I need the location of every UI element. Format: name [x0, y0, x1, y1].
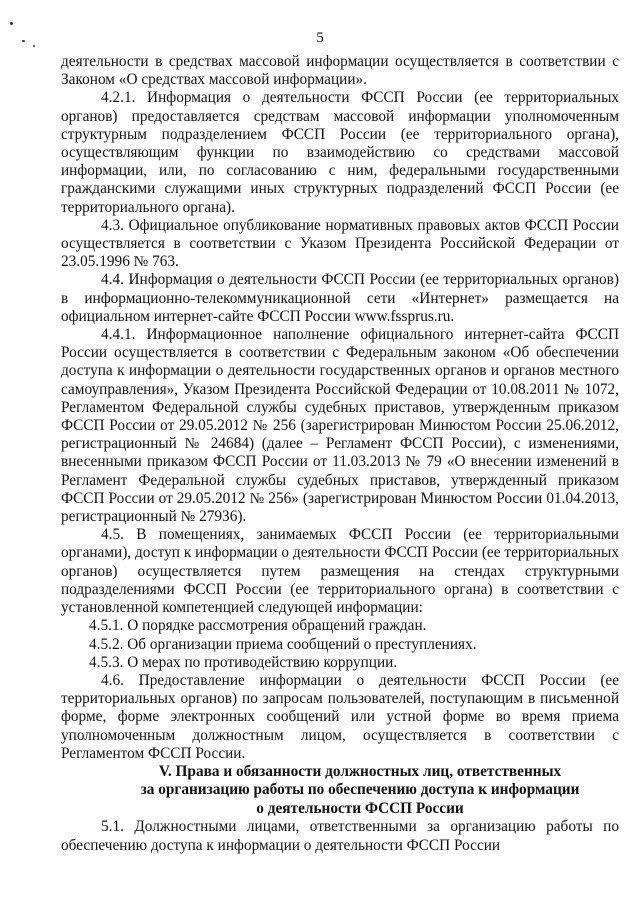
section-title-line: V. Права и обязанности должностных лиц, ответственных [158, 762, 562, 780]
paragraph-5-1: 5.1. Должностными лицами, ответственными за организацию работы по обеспечению доступа к информации о деятельности ФССП России [61, 818, 619, 854]
scan-speck [10, 22, 13, 25]
paragraph-4-3: 4.3. Официальное опубликование нормативных правовых актов ФССП России осуществляется в соответствии с Указом Президента Российской Федерации от 23.05.1996 № 763. [61, 216, 619, 271]
paragraph-4-2-1: 4.2.1. Информация о деятельности ФССП России (ее территориальных органов) предоставляется средствам массовой информации уполномоченным структурным подразделением ФССП России (ее территориального органа), осуществляющим функции по взаимодействию со средствами массовой информации, или, по согласованию с ним, федеральными государственными гражданскими служащими иных структурных подразделений ФССП России (ее территориального органа). [61, 89, 619, 216]
paragraph-4-5-3: 4.5.3. О мерах по противодействию коррупции. [89, 653, 398, 671]
paragraph-continuation: деятельности в средствах массовой информации осуществляется в соответствии с Законом «О средствах массовой информации». [61, 53, 619, 89]
paragraph-4-6: 4.6. Предоставление информации о деятельности ФССП России (ее территориальных органов) по запросам пользователей, поступающим в письменной форме, форме электронных сообщений или устной форме во время приема уполномоченным должностным лицом, осуществляется в соответствии с Регламентом ФССП России. [61, 671, 619, 762]
section-title [61, 763, 619, 819]
document-body [61, 53, 619, 855]
page-number: 5 [316, 30, 324, 46]
section-title-line: о деятельности ФССП России [256, 799, 464, 817]
paragraph-4-4-1: 4.4.1. Информационное наполнение официального интернет-сайта ФССП России осуществляется в соответствии с Федеральным законом «Об обеспечении доступа к информации о деятельности государственных органов и органов местного самоуправления», Указом Президента Российской Федерации от 10.08.2011 № 1072, Регламентом Федеральной службы судебных приставов, утвержденным приказом ФССП России от 29.05.2012 № 256 (зарегистрирован Минюстом России 25.06.2012, регистрационный № 24684) (далее – Регламент ФССП России), с изменениями, внесенными приказом ФССП России от 11.03.2013 № 79 «О внесении изменений в Регламент Федеральной службы судебных приставов, утвержденный приказом ФССП России от 29.05.2012 № 256» (зарегистрирован Минюстом России 01.04.2013, регистрационный № 27936). [61, 326, 619, 526]
section-title-line: за организацию работы по обеспечению доступа к информации [140, 781, 580, 799]
paragraph-4-5-1: 4.5.1. О порядке рассмотрения обращений граждан. [89, 617, 427, 635]
paragraph-4-4: 4.4. Информация о деятельности ФССП России (ее территориальных органов) в информационно-телекоммуникационной сети «Интернет» размещается на официальном интернет-сайте ФССП России www.fssprus.ru. [61, 271, 619, 325]
paragraph-4-5: 4.5. В помещениях, занимаемых ФССП России (ее территориальными органами), доступ к информации о деятельности ФССП России (ее территориальных органов) осуществляется путем размещения на стендах структурными подразделениями ФССП России (ее территориального органа) в соответствии с установленной компетенцией следующей информации: [61, 526, 619, 617]
paragraph-4-5-2: 4.5.2. Об организации приема сообщений о преступлениях. [89, 635, 477, 653]
